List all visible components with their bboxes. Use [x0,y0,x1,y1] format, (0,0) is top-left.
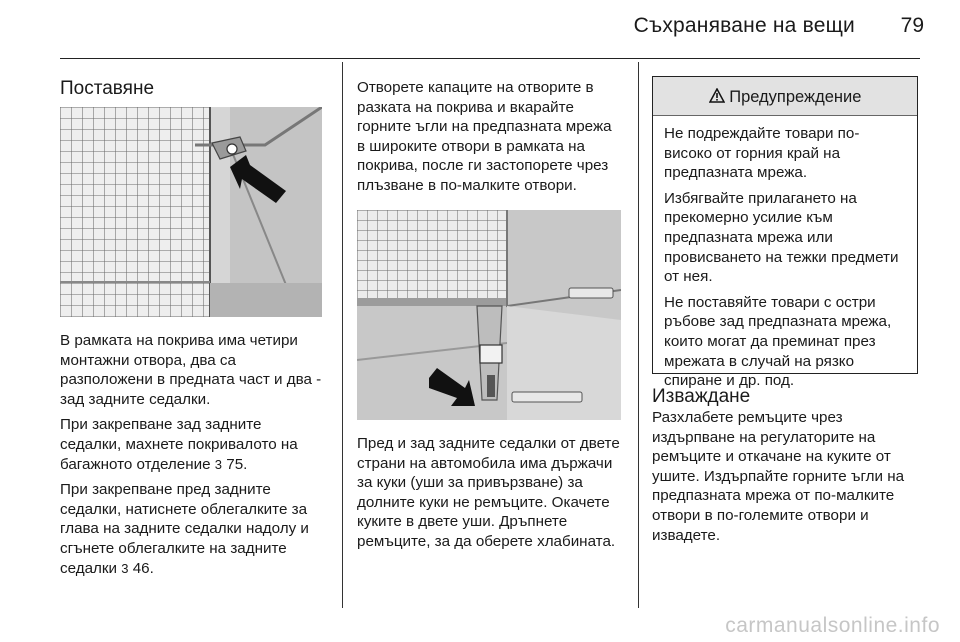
site-watermark: carmanualsonline.info [725,614,940,637]
paragraph-with-ref [60,480,326,578]
warning-header [653,77,917,116]
header-divider [60,58,920,59]
paragraph: Пред и зад задните седалки от двете страни на автомобила има държачи за куки (уши за привързване) за долните куки не ремъците. Окачете куките в двете уши. Дръпнете ремъците, за да оберете хлабината. [357,435,620,550]
paragraph: Отворете капаците на отворите в разката на покрива и вкарайте горните ъгли на предпазната мрежа в широките отвори в рамката на покрива, после ги застопорете чрез плъзване в по-малките отвори. [357,79,612,194]
section-heading-install: Поставяне [60,78,155,99]
warning-paragraph: Не поставяйте товари с остри ръбове зад предпазната мрежа, които могат да преминат през мрежата в случай на рязко спиране и др. под. [664,293,892,390]
page-number: 79 [900,14,924,37]
warning-title: Предупреждение [729,88,862,106]
figure-strap-hook-eyelet [357,210,621,420]
warning-triangle-icon [709,88,730,106]
warning-box [652,76,918,390]
paragraph-text: При закрепване пред задните седалки, натиснете облегалките за глава на задните седалки надолу и сгънете облегалките на задните седалки [60,481,309,577]
section-heading-removal: Изваждане [652,386,751,407]
figure-roof-frame-mount [60,107,322,317]
paragraph-text: При закрепване зад задните седалки, махнете покривалото на багажното отделение [60,416,298,473]
column-divider-2 [638,62,639,608]
page-ref-link[interactable]: 75. [226,455,248,473]
page-ref-symbol: 3 [121,560,129,576]
page-ref-symbol: 3 [214,456,223,472]
paragraph: В рамката на покрива има четири монтажни отвора, два са разположени в предната част и два - зад задните седалки. [60,332,322,408]
paragraph: Разхлабете ремъците чрез издърпване на регулаторите на ремъците и откачане на куките от ушите. Издърпайте горните ъгли на предпазната мрежа от по-малките отвори в по-големите отвори и извадете. [652,409,905,544]
warning-paragraph: Не подреждайте товари по-високо от горния край на предпазната мрежа. [664,125,860,182]
paragraph-with-ref [60,415,326,474]
page-ref-link[interactable]: 46. [132,559,154,577]
warning-paragraph: Избягвайте прилагането на прекомерно усилие към предпазната мрежа или провисването на тежки предмети от нея. [664,189,899,286]
column-divider-1 [342,62,343,608]
page-header-title: Съхраняване на вещи [633,14,855,37]
